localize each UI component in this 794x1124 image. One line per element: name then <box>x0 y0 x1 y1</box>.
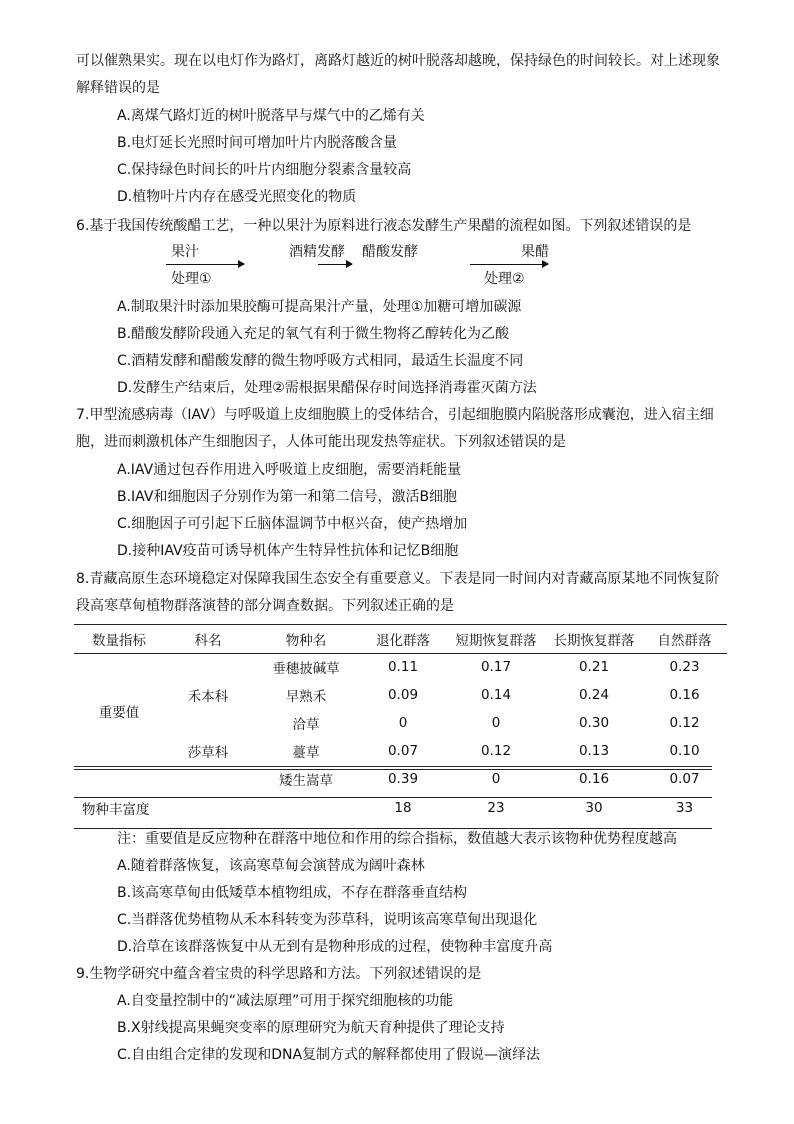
table-cell: 0.30 <box>578 715 610 731</box>
species-name: 薹草 <box>292 745 320 761</box>
q8-stem-line1: 8.青藏高原生态环境稳定对保障我国生态安全有重要意义。下表是同一时间内对青藏高原某地不同恢复阶 <box>76 571 720 587</box>
flow-juice: 果汁 <box>171 244 199 260</box>
table-header-cell: 物种名 <box>285 633 327 649</box>
table-cell: 0.39 <box>387 771 419 787</box>
family-poaceae: 禾本科 <box>187 689 229 705</box>
table-cell: 18 <box>394 800 412 816</box>
table-cell: 0.21 <box>578 659 610 675</box>
q9-option-c[interactable]: C.自由组合定律的发现和DNA复制方式的解释都使用了假说—演绎法 <box>117 1047 541 1063</box>
table-cell: 0 <box>491 715 501 731</box>
q6-option-a[interactable]: A.制取果汁时添加果胶酶可提高果汁产量，处理①加糖可增加碳源 <box>117 299 522 315</box>
table-cell: 0.12 <box>669 715 700 731</box>
table-cell: 0.17 <box>480 659 512 675</box>
table-header-cell: 长期恢复群落 <box>553 633 635 649</box>
q5-option-b[interactable]: B.电灯延长光照时间可增加叶片内脱落酸含量 <box>117 135 398 151</box>
table-cell: 0.07 <box>387 743 419 759</box>
table-row <box>74 737 727 765</box>
q7-option-b[interactable]: B.IAV和细胞因子分别作为第一和第二信号，激活B细胞 <box>117 489 458 505</box>
flow-process-1: 处理① <box>171 271 212 287</box>
table-cell: 0.16 <box>578 771 610 787</box>
q5-stem-line1: 可以催熟果实。现在以电灯作为路灯，离路灯越近的树叶脱落却越晚，保持绿色的时间较长。对上述现象 <box>76 53 720 69</box>
q9-stem: 9.生物学研究中蕴含着宝贵的科学思路和方法。下列叙述错误的是 <box>76 966 482 982</box>
flow-arrow-1 <box>166 264 244 265</box>
table-header-cell: 退化群落 <box>376 633 430 649</box>
species-name: 垂穗披碱草 <box>272 661 340 677</box>
importance-label: 重要值 <box>98 705 140 721</box>
table-row <box>74 765 727 793</box>
q8-option-b[interactable]: B.该高寒草甸由低矮草本植物组成，不存在群落垂直结构 <box>117 885 468 901</box>
table-header-cell: 自然群落 <box>657 633 712 649</box>
table-cell: 0.23 <box>669 659 700 675</box>
q8-option-d[interactable]: D.洽草在该群落恢复中从无到有是物种形成的过程，使物种丰富度升高 <box>117 939 553 955</box>
table-header-cell: 科名 <box>194 633 222 649</box>
q7-option-c[interactable]: C.细胞因子可引起下丘脑体温调节中枢兴奋，使产热增加 <box>117 516 468 532</box>
table-cell: 0.11 <box>387 659 419 675</box>
table-row <box>74 793 727 823</box>
flow-alcohol-fermentation: 酒精发酵 <box>289 244 345 260</box>
community-survey-table <box>74 625 727 823</box>
table-header-row <box>74 625 727 653</box>
q7-stem-line1: 7.甲型流感病毒（IAV）与呼吸道上皮细胞膜上的受体结合，引起细胞膜内陷脱落形成囊泡，进入宿主细 <box>76 407 714 423</box>
table-cell: 0.14 <box>480 687 512 703</box>
q8-option-a[interactable]: A.随着群落恢复，该高寒草甸会演替成为阔叶森林 <box>117 858 425 874</box>
q8-stem-line2: 段高寒草甸植物群落演替的部分调查数据。下列叙述正确的是 <box>76 598 454 614</box>
table-cell: 0.12 <box>480 743 512 759</box>
table-cell: 0.24 <box>578 687 610 703</box>
table-cell: 0 <box>491 771 501 787</box>
q7-option-a[interactable]: A.IAV通过包吞作用进入呼吸道上皮细胞，需要消耗能量 <box>117 462 462 478</box>
table-cell: 0.07 <box>669 771 700 787</box>
table-header-cell: 数量指标 <box>92 633 146 649</box>
table-header-cell: 短期恢复群落 <box>455 633 537 649</box>
q8-option-c[interactable]: C.当群落优势植物从禾本科转变为莎草科，说明该高寒草甸出现退化 <box>117 912 538 928</box>
table-cell: 23 <box>487 800 505 816</box>
table-cell: 33 <box>675 800 694 816</box>
flow-acetic-fermentation: 醋酸发酵 <box>362 244 418 260</box>
q7-option-d[interactable]: D.接种IAV疫苗可诱导机体产生特异性抗体和记忆B细胞 <box>117 543 459 559</box>
table-cell: 0.10 <box>669 743 700 759</box>
q5-option-a[interactable]: A.离煤气路灯近的树叶脱落早与煤气中的乙烯有关 <box>117 108 425 124</box>
q9-option-a[interactable]: A.自变量控制中的“减法原理”可用于探究细胞核的功能 <box>117 993 454 1009</box>
richness-label: 物种丰富度 <box>82 802 150 818</box>
q7-stem-line2: 胞，进而刺激机体产生细胞因子，人体可能出现发热等症状。下列叙述错误的是 <box>76 434 566 450</box>
flow-process-2: 处理② <box>484 271 525 287</box>
species-name: 早熟禾 <box>285 689 327 705</box>
table-cell: 0.09 <box>387 687 419 703</box>
flow-arrow-2 <box>318 264 352 265</box>
species-name: 洽草 <box>292 717 320 733</box>
flow-vinegar: 果醋 <box>521 244 549 260</box>
q5-option-c[interactable]: C.保持绿色时间长的叶片内细胞分裂素含量较高 <box>117 162 412 178</box>
q6-option-c[interactable]: C.酒精发酵和醋酸发酵的微生物呼吸方式相同，最适生长温度不同 <box>117 353 524 369</box>
table-cell: 0.13 <box>578 743 610 759</box>
q9-option-b[interactable]: B.X射线提高果蝇突变率的原理研究为航天育种提供了理论支持 <box>117 1020 505 1036</box>
flow-arrow-3 <box>470 264 548 265</box>
q5-stem-line2: 解释错误的是 <box>76 80 160 96</box>
q6-stem: 6.基于我国传统酸醋工艺，一种以果汁为原料进行液态发酵生产果醋的流程如图。下列叙述错误的是 <box>76 218 692 234</box>
table-cell: 0.16 <box>669 687 700 703</box>
table-cell: 0 <box>398 715 408 731</box>
q6-option-d[interactable]: D.发酵生产结束后，处理②需根据果醋保存时间选择消毒霍灭菌方法 <box>117 380 537 396</box>
q5-option-d[interactable]: D.植物叶片内存在感受光照变化的物质 <box>117 189 357 205</box>
q6-option-b[interactable]: B.醋酸发酵阶段通入充足的氧气有利于微生物将乙醇转化为乙酸 <box>117 326 510 342</box>
table-note: 注：重要值是反应物种在群落中地位和作用的综合指标，数值越大表示该物种优势程度越高 <box>117 831 677 847</box>
species-name: 矮生嵩草 <box>279 773 333 789</box>
family-cyperaceae: 莎草科 <box>187 745 229 761</box>
table-cell: 30 <box>585 800 603 816</box>
table-row <box>74 653 727 681</box>
